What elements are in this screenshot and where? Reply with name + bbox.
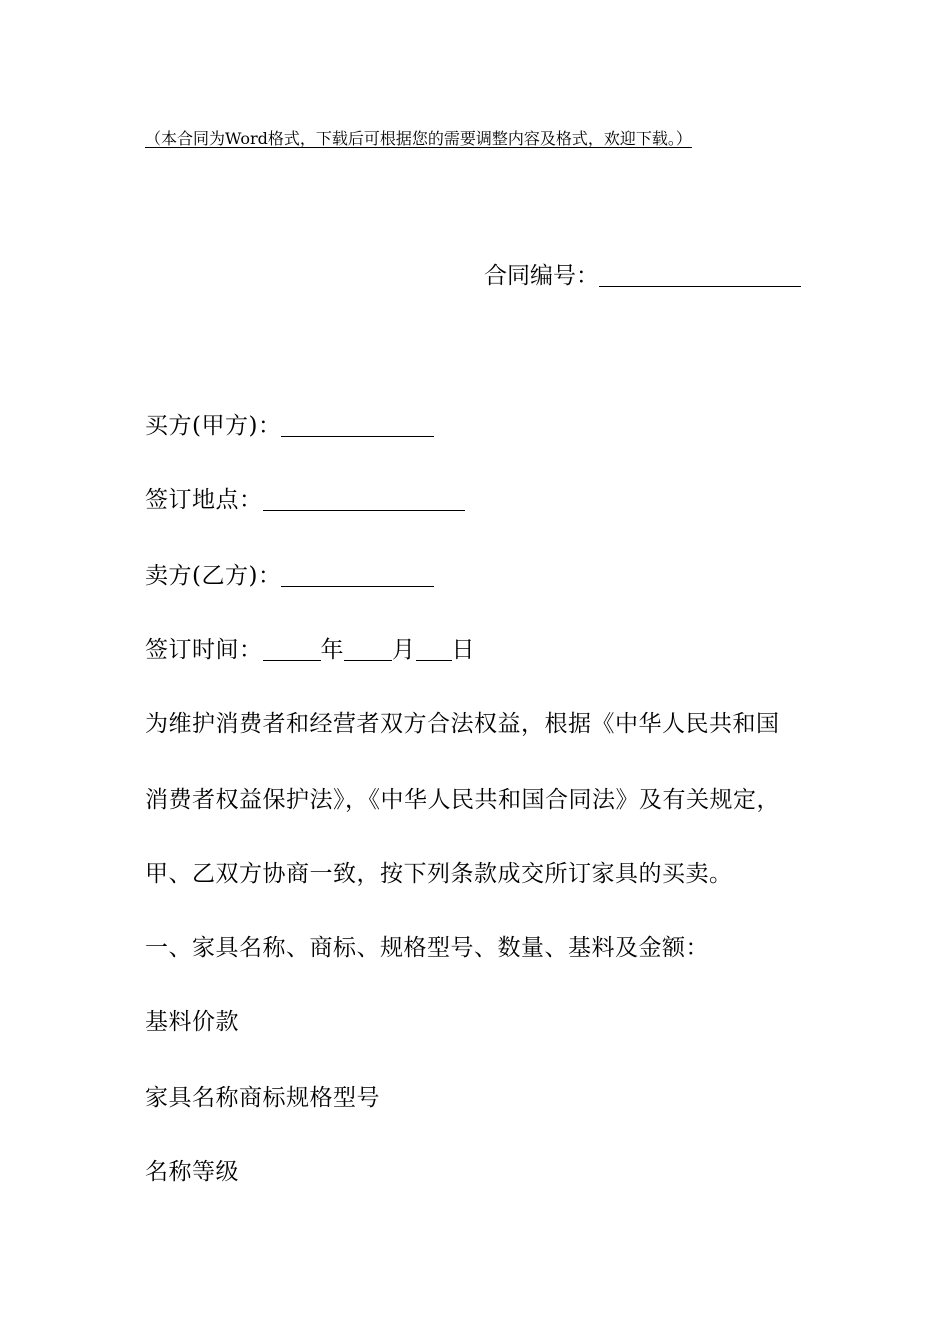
buyer-label: 买方(甲方)： <box>145 413 282 439</box>
paragraph-line-1: 为维护消费者和经营者双方合法权益，根据《中华人民共和国 <box>145 711 780 737</box>
day-blank <box>416 659 452 661</box>
contract-number-blank <box>599 285 801 287</box>
month-blank <box>344 659 392 661</box>
seller-row <box>145 558 434 594</box>
buyer-row <box>145 408 434 444</box>
seller-blank <box>281 585 434 587</box>
section-heading-1: 一、家具名称、商标、规格型号、数量、基料及金额： <box>145 935 709 961</box>
item-name-grade: 名称等级 <box>145 1159 239 1185</box>
seller-label: 卖方(乙方)： <box>145 563 282 589</box>
year-blank <box>263 659 321 661</box>
sign-place-row <box>145 482 465 518</box>
buyer-blank <box>281 435 434 437</box>
year-label: 年 <box>320 637 344 663</box>
contract-number-row <box>484 258 801 294</box>
sign-place-label: 签订地点： <box>145 487 263 513</box>
paragraph-line-3: 甲、乙双方协商一致，按下列条款成交所订家具的买卖。 <box>145 861 733 887</box>
sign-time-row <box>145 632 475 668</box>
paragraph-line-2: 消费者权益保护法》，《中华人民共和国合同法》及有关规定， <box>145 787 780 813</box>
item-base-price: 基料价款 <box>145 1009 239 1035</box>
day-label: 日 <box>451 637 475 663</box>
contract-number-label: 合同编号： <box>484 263 599 289</box>
sign-place-blank <box>263 509 465 511</box>
sign-time-label: 签订时间： <box>145 637 263 663</box>
download-notice: （本合同为Word格式，下载后可根据您的需要调整内容及格式，欢迎下载。） <box>145 129 692 148</box>
item-furniture-name: 家具名称商标规格型号 <box>145 1085 380 1111</box>
month-label: 月 <box>392 637 416 663</box>
